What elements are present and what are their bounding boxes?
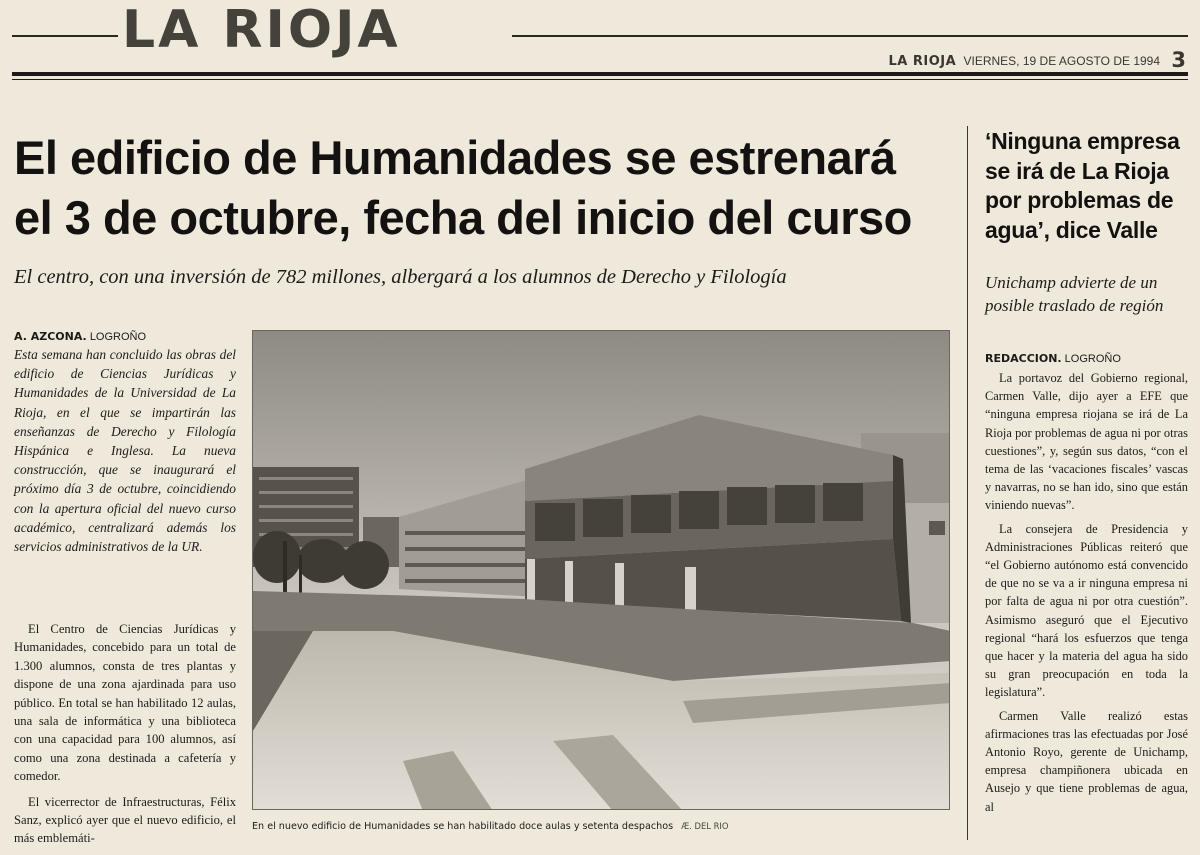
page-number: 3 bbox=[1171, 48, 1186, 72]
column-rule bbox=[967, 126, 968, 840]
side-headline-line: agua’, dice Valle bbox=[985, 216, 1158, 243]
main-headline-line: el 3 de octubre, fecha del inicio del curso bbox=[14, 191, 912, 244]
side-subheadline-line: posible traslado de región bbox=[985, 296, 1164, 315]
side-subheadline-line: Unichamp advierte de un bbox=[985, 273, 1158, 292]
byline-author: REDACCION. bbox=[985, 352, 1062, 365]
issue-date: VIERNES, 19 DE AGOSTO DE 1994 bbox=[963, 54, 1161, 68]
masthead-thin-rule bbox=[12, 79, 1188, 80]
photo-caption-text: En el nuevo edificio de Humanidades se han habilitado doce aulas y setenta despachos bbox=[252, 821, 674, 832]
body-paragraph: El Centro de Ciencias Jurídicas y Humanidades, concebido para un total de 1.300 alumnos, consta de tres plantas y dispone de una zona ajardinada para uso público. En total se han habilitado 12 aulas, una sala de informática y una biblioteca con una capacidad para 100 alumnos, así como una zona destinada a cafetería y comedor. bbox=[14, 622, 236, 784]
main-byline bbox=[14, 330, 146, 344]
masthead-rule-left bbox=[12, 35, 118, 37]
masthead-thick-rule bbox=[12, 72, 1188, 76]
main-headline-line: El edificio de Humanidades se estrenará bbox=[14, 131, 896, 184]
body-paragraph: La consejera de Presidencia y Administraciones Públicas reiteró que “el Gobierno autónomo está convencido de que no se va a ir ninguna empresa ni por falta de agua ni por otra cuestión”. Asimismo aseguró que el Ejecutivo regional “hará los esfuerzos que tenga que hacer y la materia del agua ha sido su gran preocupación en toda la legislatura”. bbox=[985, 521, 1188, 700]
section-title: LA RIOJA bbox=[122, 0, 401, 60]
side-body bbox=[985, 369, 1188, 821]
body-paragraph: Carmen Valle realizó estas afirmaciones tras las efectuadas por José Antonio Royo, gerente de Unichamp, empresa champiñonera ubicada en Ausejo y que tiene problemas de agua, al bbox=[985, 708, 1188, 814]
photo-credit: Æ. DEL RIO bbox=[681, 821, 729, 831]
main-subheadline: El centro, con una inversión de 782 millones, albergará a los alumnos de Derecho y Filología bbox=[14, 266, 787, 288]
side-subheadline bbox=[985, 271, 1190, 317]
paper-name: LA RIOJA bbox=[888, 54, 957, 69]
side-headline-line: ‘Ninguna empresa bbox=[985, 128, 1180, 154]
body-paragraph: El vicerrector de Infraestructuras, Félix Sanz, explicó ayer que el nuevo edificio, el más emblemáti- bbox=[14, 794, 236, 846]
side-headline bbox=[985, 127, 1190, 245]
byline-author: A. AZCONA. bbox=[14, 330, 87, 343]
main-headline bbox=[14, 128, 964, 248]
dateline bbox=[888, 50, 1186, 71]
photo-caption bbox=[252, 820, 952, 833]
byline-place: LOGROÑO bbox=[1064, 353, 1121, 365]
main-lead-paragraph: Esta semana han concluido las obras del edificio de Ciencias Jurídicas y Humanidades de la Universidad de La Rioja, en el que se impartirán las enseñanzas de Derecho y Filología Hispánica e Inglesa. La nueva construcción, que se inaugurará el próximo día 3 de octubre, coincidiendo con la apertura oficial del nuevo curso académico, centralizará además los servicios administrativos de la UR. bbox=[14, 347, 236, 555]
side-headline-line: por problemas de bbox=[985, 187, 1174, 213]
side-headline-line: se irá de La Rioja bbox=[985, 157, 1169, 184]
main-body bbox=[14, 620, 236, 855]
body-paragraph: La portavoz del Gobierno regional, Carmen Valle, dijo ayer a EFE que “ninguna empresa riojana se irá de La Rioja por problemas de agua ni por otras cuestiones”, y, según sus datos, “con el tema de las ‘vacaciones fiscales’ vascas y navarras, no se han ido, sino que están viniendo nuevas”. bbox=[985, 371, 1188, 513]
byline-place: LOGROÑO bbox=[89, 331, 147, 343]
building-photo bbox=[252, 330, 950, 810]
side-byline bbox=[985, 352, 1121, 366]
masthead-rule-right bbox=[512, 35, 1188, 37]
